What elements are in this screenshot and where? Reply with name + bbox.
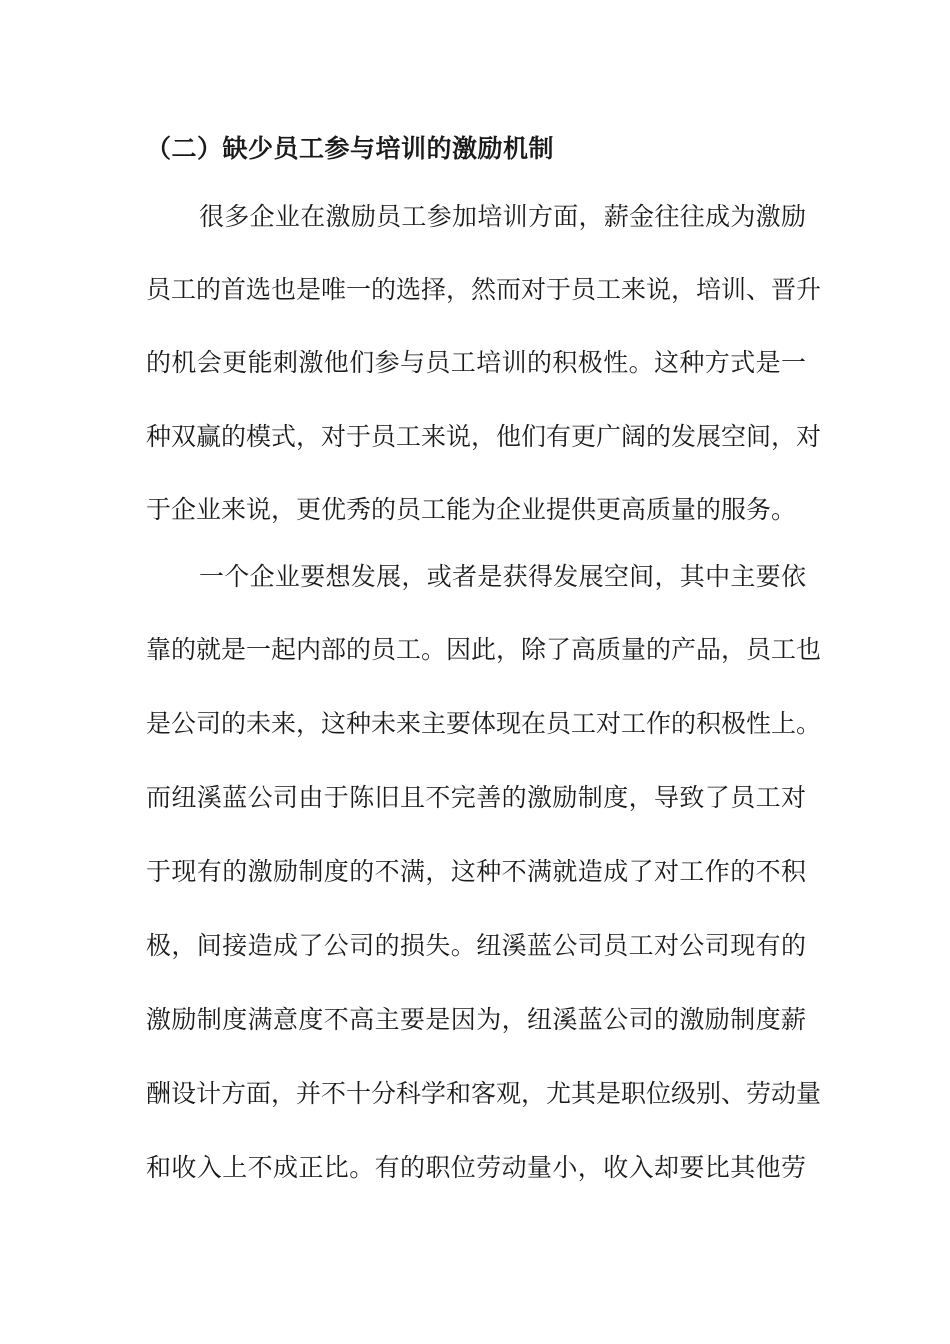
paragraph-2-line-7: 激励制度满意度不高主要是因为，纽溪蓝公司的激励制度薪: [146, 1005, 806, 1034]
paragraph-1-line-2: 员工的首选也是唯一的选择，然而对于员工来说，培训、晋升: [146, 275, 822, 304]
paragraph-2-line-2: 靠的就是一起内部的员工。因此，除了高质量的产品，员工也: [146, 635, 822, 664]
paragraph-1-line-4: 种双赢的模式，对于员工来说，他们有更广阔的发展空间，对: [146, 422, 822, 451]
paragraph-2-line-8: 酬设计方面，并不十分科学和客观，尤其是职位级别、劳动量: [146, 1079, 822, 1108]
paragraph-2-line-6: 极，间接造成了公司的损失。纽溪蓝公司员工对公司现有的: [146, 931, 806, 960]
paragraph-2-line-9: 和收入上不成正比。有的职位劳动量小，收入却要比其他劳: [146, 1153, 806, 1182]
section-heading: （二）缺少员工参与培训的激励机制: [146, 134, 555, 163]
paragraph-2-line-3: 是公司的未来，这种未来主要体现在员工对工作的积极性上。: [146, 709, 822, 738]
paragraph-2-line-5: 于现有的激励制度的不满，这种不满就造成了对工作的不积: [146, 857, 806, 886]
paragraph-2-line-4: 而纽溪蓝公司由于陈旧且不完善的激励制度，导致了员工对: [146, 783, 806, 812]
paragraph-1-line-3: 的机会更能刺激他们参与员工培训的积极性。这种方式是一: [146, 348, 806, 377]
paragraph-1-line-1: 很多企业在激励员工参加培训方面，薪金往往成为激励: [199, 202, 806, 231]
paragraph-1-line-5: 于企业来说，更优秀的员工能为企业提供更高质量的服务。: [146, 495, 797, 524]
paragraph-2-line-1: 一个企业要想发展，或者是获得发展空间，其中主要依: [199, 562, 806, 591]
